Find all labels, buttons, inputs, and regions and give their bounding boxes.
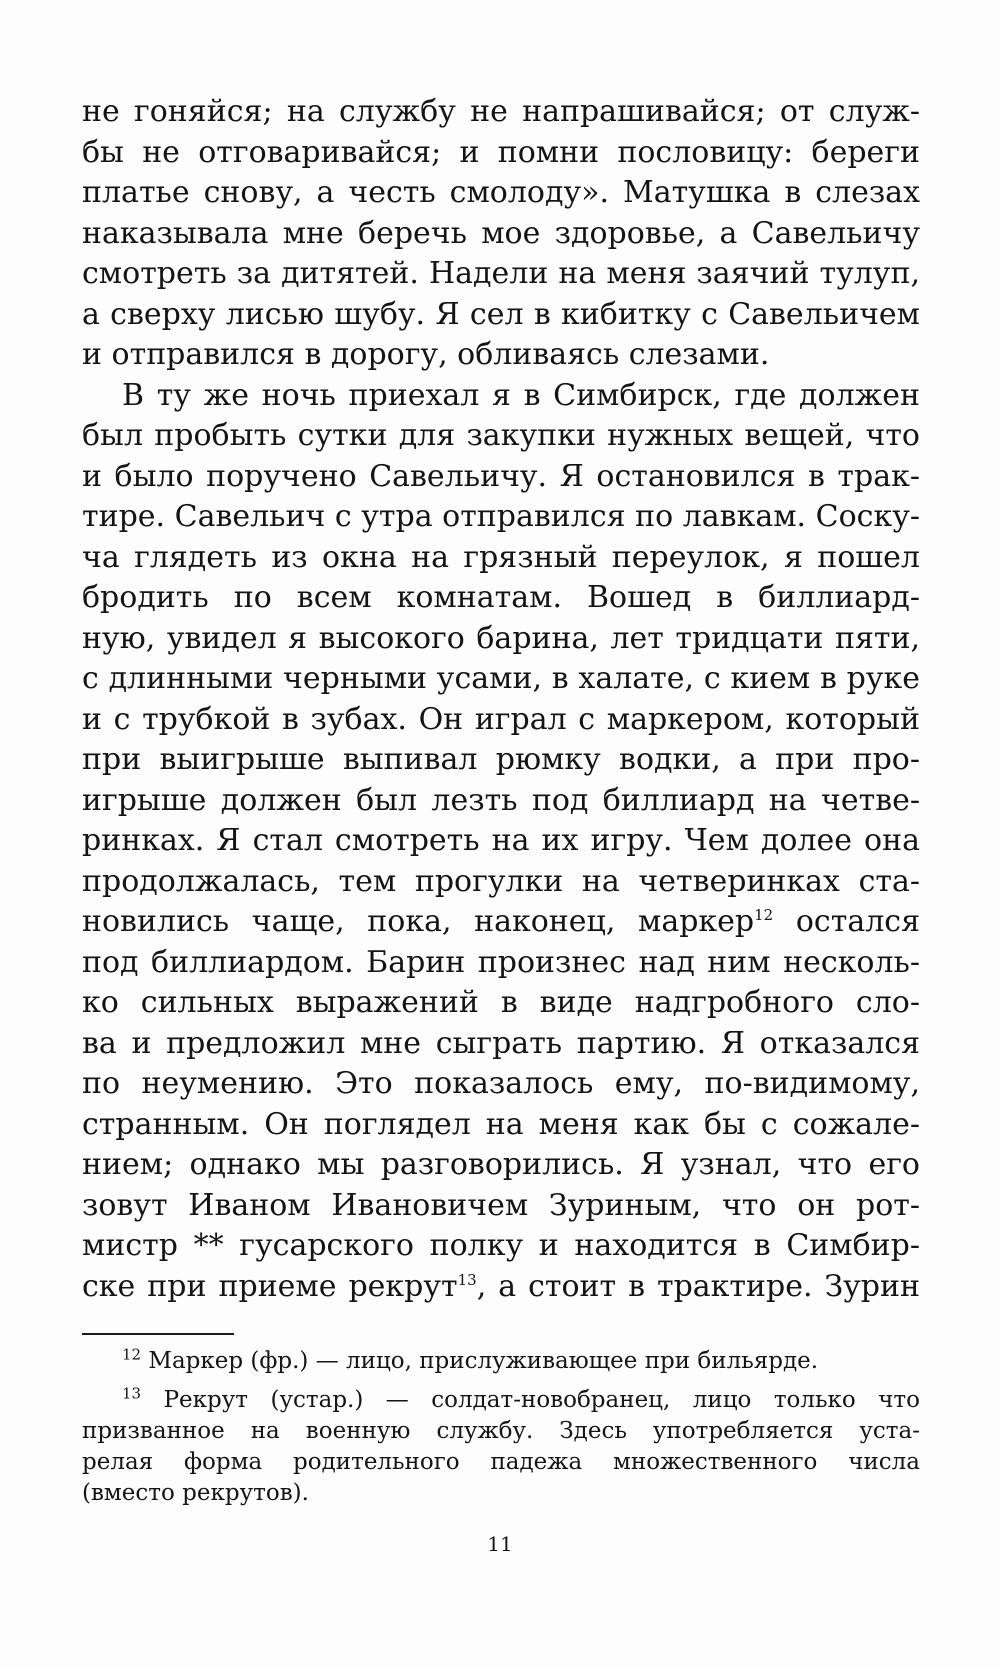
text-line: ринках. Я стал смотреть на их игру. Чем долее она [82,823,920,858]
footnote-text: Маркер (фр.) — лицо, прислуживающее при бильярде. [148,1348,819,1374]
text-segment: новились чаще, пока, наконец, маркер [82,904,755,939]
footnote-13 [82,1385,920,1416]
text-segment: ске при приеме рекрут [82,1268,458,1304]
footnote-text: Рекрут (устар.) — солдат-новобранец, лицо только что [163,1387,920,1413]
text-line: В ту же ночь приехал я в Симбирск, где должен [122,377,920,413]
text-line: не гоняйся; на службу не напрашивайся; от служ- [82,94,920,129]
text-segment: , а стоит в трактире. Зурин [476,1268,920,1304]
text-line: ную, увидел я высокого барина, лет тридцати пяти, [82,620,920,656]
text-line: под биллиардом. Барин произнес над ним несколь- [82,944,920,980]
text-line: странным. Он поглядел на меня как бы с сожале- [82,1106,920,1142]
text-line: ко сильных выражений в виде надгробного сло- [82,985,920,1020]
text-line: и с трубкой в зубах. Он играл с маркером, который [82,701,920,737]
text-line: игрыше должен был лезть под биллиард на четве- [82,782,920,818]
text-line: с длинными черными усами, в халате, с кием в руке [82,661,920,696]
text-line: был пробыть сутки для закупки нужных вещей, что [82,418,920,453]
footnote-text-line: релая форма родительного падежа множественного числа [82,1449,920,1475]
text-line: продолжалась, тем прогулки на четверинках ста- [82,863,920,899]
text-line: при выигрыше выпивал рюмку водки, а при про- [82,742,920,777]
text-segment: остался [795,904,920,939]
text-line: бы не отговаривайся; и помни пословицу: береги [82,134,920,170]
footnote-text-line: (вместо рекрутов). [82,1480,309,1506]
text-line: и было поручено Савельичу. Я остановился в трак- [82,458,920,494]
footnote-divider [82,1333,234,1335]
main-text [82,92,920,1307]
text-line-with-footnote [82,1267,920,1308]
text-line: зовут Иваном Ивановичем Зуриным, что он рот- [82,1187,920,1223]
text-line: мистр ** гусарского полку и находится в Симбир- [82,1228,920,1263]
footnote-text-line: призванное на военную службу. Здесь употребляется уста- [82,1418,920,1444]
text-line: и отправился в дорогу, обливаясь слезами. [82,337,770,372]
footnote-number: 13 [122,1385,142,1403]
text-line: ча глядеть из окна на грязный переулок, я пошел [82,539,920,575]
page-number: 11 [487,1532,513,1556]
footnote-12 [82,1346,920,1377]
text-line: ва и предложил мне сыграть партию. Я отказался [82,1025,920,1061]
footnote-ref-12[interactable]: 12 [754,906,774,924]
text-line: по неумению. Это показалось ему, по-видимому, [82,1066,920,1101]
text-line-with-footnote [82,902,920,943]
footnote-ref-13[interactable]: 13 [457,1270,477,1289]
footnote-number: 12 [122,1346,142,1364]
text-line: а сверху лисью шубу. Я сел в кибитку с Савельичем [82,296,920,332]
text-line: нием; однако мы разговорились. Я узнал, что его [82,1147,920,1182]
footnotes [82,1346,920,1509]
text-line: смотреть за дитятей. Надели на меня заячий тулуп, [82,256,920,291]
text-line: наказывала мне беречь мое здоровье, а Савельичу [82,215,920,251]
text-line: платье снову, а честь смолоду». Матушка в слезах [82,175,920,210]
text-line: тире. Савельич с утра отправился по лавкам. Соску- [82,499,920,534]
text-line: бродить по всем комнатам. Вошед в биллиард- [82,580,920,615]
